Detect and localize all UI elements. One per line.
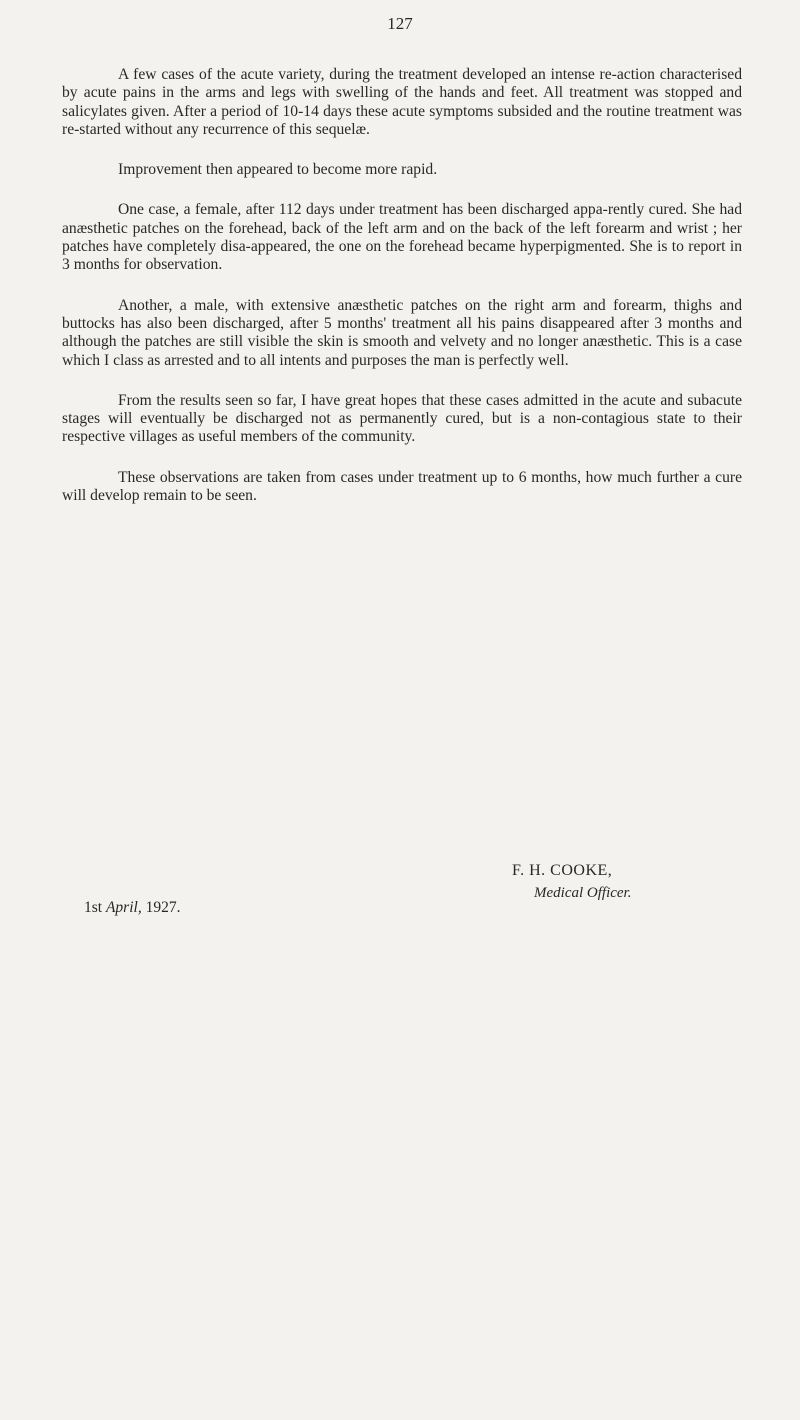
page-number: 127 [387,14,413,33]
body-text [62,66,742,527]
paragraph-female-case: One case, a female, after 112 days under treatment has been discharged appa-rently cured. She had anæsthetic patches on the forehead, back of the left arm and on the back of the left forearm and wrist ; her patches have completely disa-appeared, the one on the forehead became hyperpigmented. She is to report in 3 months for observation. [62,201,742,274]
paragraph-observations: These observations are taken from cases under treatment up to 6 months, how much further a cure will develop remain to be seen. [62,468,742,505]
signature-block [512,860,752,904]
signature-title: Medical Officer. [534,885,632,901]
paragraph-hopes: From the results seen so far, I have great hopes that these cases admitted in the acute and subacute stages will eventually be discharged not as permanently cured, but is a non-contagious state to their respective villages as useful members of the community. [62,391,742,446]
date-day: 1st [84,899,103,916]
paragraph-acute-reaction: A few cases of the acute variety, during the treatment developed an intense re-action characterised by acute pains in the arms and legs with swelling of the hands and feet. All treatment was stopped and salicylates given. After a period of 10-14 days these acute symptoms subsided and the routine treatment was re-started without any recurrence of this sequelæ. [62,66,742,138]
date-year: 1927. [145,899,181,916]
letter-date [84,899,180,917]
date-month: April, [105,899,142,916]
paragraph-male-case: Another, a male, with extensive anæsthetic patches on the right arm and forearm, thighs and buttocks has also been discharged, after 5 months' treatment all his pains disappeared after 3 months and although the patches are still visible the skin is smooth and velvety and no longer anæsthetic. This is a case which I class as arrested and to all intents and purposes the man is perfectly well. [62,296,742,369]
paragraph-improvement: Improvement then appeared to become more rapid. [118,161,438,179]
signature-name: F. H. COOKE, [512,862,613,879]
